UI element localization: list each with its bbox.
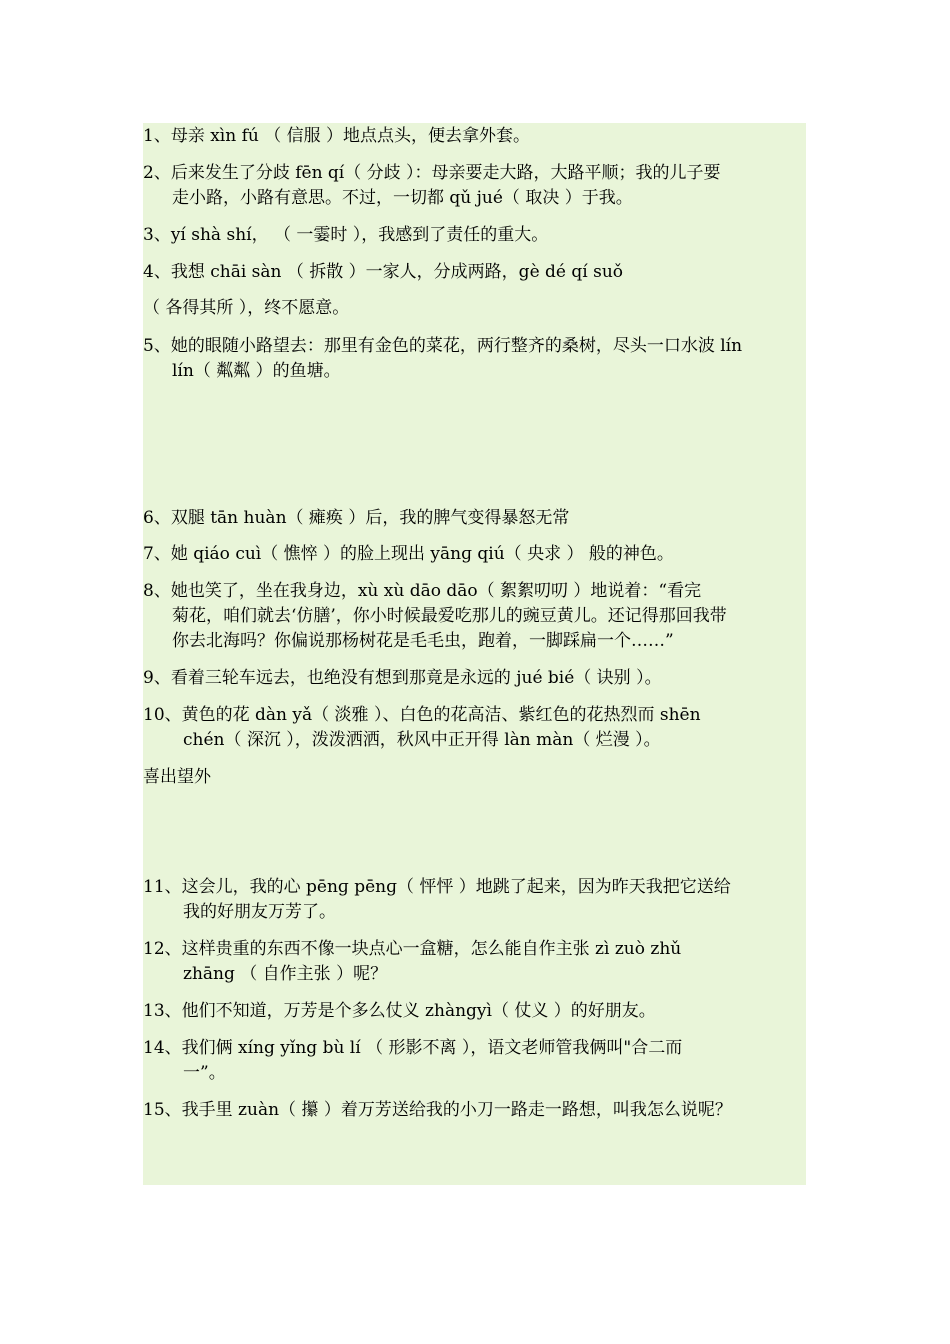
question-3	[143, 223, 806, 248]
question-9	[143, 666, 806, 691]
question-7-line-1: 7、她 qiáo cuì（ 憔悴 ）的脸上现出 yānɡ qiú（ 央求 ） 般的神色。	[143, 544, 674, 564]
question-11	[143, 875, 806, 925]
question-14-line-1: 14、我们俩 xíng yǐng bù lí （ 形影不离 ），语文老师管我俩叫"合二而	[143, 1038, 683, 1058]
question-4-continued	[143, 296, 806, 321]
question-7	[143, 542, 806, 567]
question-6-line-1: 6、双腿 tān huàn（ 瘫痪 ）后，我的脾气变得暴怒无常	[143, 508, 570, 528]
question-9-line-1: 9、看着三轮车远去，也绝没有想到那竟是永远的 jué bié（ 诀别 ）。	[143, 668, 662, 688]
question-11-line-2: 我的好朋友万芳了。	[183, 902, 336, 922]
question-6	[143, 506, 806, 531]
question-4-line-1: 4、我想 chāi sàn （ 拆散 ）一家人，分成两路，gè dé qí suǒ	[143, 262, 624, 282]
question-5-line-2: lín（ 粼粼 ）的鱼塘。	[172, 361, 341, 381]
question-3-line-1: 3、yí shà shí， （ 一霎时 ），我感到了责任的重大。	[143, 225, 549, 245]
question-8	[143, 579, 806, 654]
question-14	[143, 1036, 806, 1086]
question-8-line-1: 8、她也笑了，坐在我身边，xù xù dāo dāo（ 絮絮叨叨 ）地说着：“看完	[143, 581, 702, 601]
vocab-word	[143, 765, 806, 790]
question-10	[143, 703, 806, 753]
question-4-line-2: （ 各得其所 ），终不愿意。	[143, 298, 350, 318]
question-13-line-1: 13、他们不知道，万芳是个多么仗义 zhàngyì（ 仗义 ）的好朋友。	[143, 1001, 656, 1021]
question-12-line-1: 12、这样贵重的东西不像一块点心一盒糖，怎么能自作主张 zì zuò zhǔ	[143, 939, 682, 959]
question-4	[143, 260, 806, 285]
question-2	[143, 161, 806, 211]
question-15-line-1: 15、我手里 zuàn（ 攥 ）着万芳送给我的小刀一路走一路想，叫我怎么说呢？	[143, 1100, 732, 1120]
question-10-line-1: 10、黄色的花 dàn yǎ（ 淡雅 ）、白色的花高洁、紫红色的花热烈而 shēn	[143, 705, 701, 725]
question-1	[143, 124, 806, 149]
question-11-line-1: 11、这会儿，我的心 pēnɡ pēnɡ（ 怦怦 ）地跳了起来，因为昨天我把它送给	[143, 877, 731, 897]
question-15	[143, 1098, 806, 1123]
vocab-word-text: 喜出望外	[143, 767, 211, 787]
question-5	[143, 334, 806, 384]
question-12	[143, 937, 806, 987]
question-13	[143, 999, 806, 1024]
question-2-line-1: 2、后来发生了分歧 fēn qí（ 分歧 ）：母亲要走大路，大路平顺；我的儿子要	[143, 163, 721, 183]
question-2-line-2: 走小路，小路有意思。不过，一切都 qǔ jué（ 取决 ）于我。	[172, 188, 633, 208]
question-12-line-2: zhāng （ 自作主张 ）呢？	[183, 964, 388, 984]
question-1-line-1: 1、母亲 xìn fú （ 信服 ）地点点头，便去拿外套。	[143, 126, 531, 146]
question-8-line-2: 菊花，咱们就去‘仿膳’，你小时候最爱吃那儿的豌豆黄儿。还记得那回我带	[172, 606, 727, 626]
question-8-line-3: 你去北海吗？你偏说那杨树花是毛毛虫，跑着，一脚踩扁一个……”	[172, 631, 674, 651]
question-5-line-1: 5、她的眼随小路望去：那里有金色的菜花，两行整齐的桑树，尽头一口水波 lín	[143, 336, 743, 356]
question-10-line-2: chén（ 深沉 ），泼泼洒洒，秋风中正开得 làn màn（ 烂漫 ）。	[183, 730, 661, 750]
question-14-line-2: 一”。	[183, 1063, 226, 1083]
